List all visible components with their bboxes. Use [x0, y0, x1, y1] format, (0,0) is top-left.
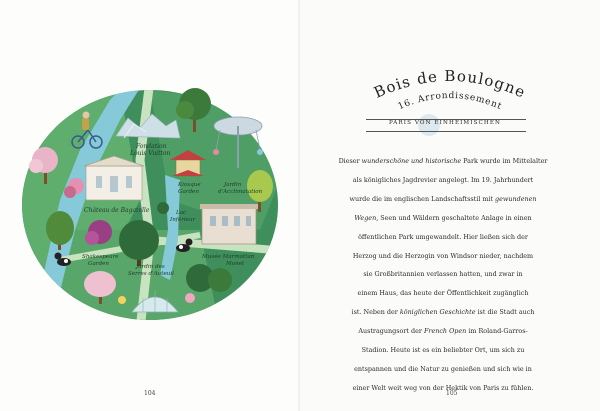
tree-icon	[157, 202, 169, 214]
body-text	[338, 152, 548, 398]
body-emphasis: Wegen	[354, 213, 377, 222]
body-text-segment: sie Großbritannien verlassen hatten, und zwar in	[363, 270, 523, 279]
title-line-2: 16. Arrondissement	[396, 90, 504, 112]
subtitle: PARIS VON EINHEIMISCHEN	[388, 120, 502, 126]
body-text-segment: einem Haus, das heute der Öffentlichkeit zugänglich	[357, 289, 529, 298]
body-line	[338, 247, 548, 266]
label-musee-marmottan: Musée Marmottan Monet	[202, 254, 255, 267]
body-line	[338, 190, 548, 209]
title-line-1: Bois de Boulogne	[371, 66, 529, 102]
body-text-segment: öffentlichen Park umgewandelt. Hier ließen sich der	[358, 232, 528, 241]
body-emphasis: wunderschöne und historische	[361, 157, 462, 165]
body-text-segment: Austragungsort der	[358, 327, 424, 336]
label-chateau-bagatelle: Château de Bagatelle	[84, 207, 150, 214]
body-text-segment: als königliches Jagdrevier angelegt. Im 19. Jahrhundert	[352, 175, 534, 184]
label-shakespeare-garden: Shakespeare Garden	[82, 254, 119, 267]
body-text-segment: ist. Neben der	[351, 308, 400, 317]
body-emphasis: königlichen Geschichte	[399, 308, 476, 317]
body-line	[338, 152, 548, 171]
body-text-segment: Stadion. Heute ist es ein beliebter Ort, um sich zu	[361, 346, 525, 355]
body-line	[338, 322, 548, 341]
body-text-segment: entspannen und die Natur zu genießen und sich wie in	[354, 364, 532, 373]
subtitle-rule-bottom	[366, 131, 526, 132]
label-fondation: Fondation Louis Vuitton	[130, 143, 171, 157]
page-number-left: 104	[144, 390, 156, 397]
musee-marmottan-monet-illustration	[200, 204, 258, 244]
body-line	[338, 379, 548, 398]
label-lac-inferieur: Lac Inférieur	[170, 210, 196, 223]
label-jardin-serres: Jardin des Serres d'Auteuil	[128, 264, 174, 277]
body-emphasis: gewundenen	[495, 194, 537, 203]
body-line	[338, 360, 548, 379]
body-line	[338, 228, 548, 247]
page-title	[350, 62, 550, 112]
body-emphasis: French Open	[423, 327, 467, 336]
body-line	[338, 209, 548, 228]
page-number-right: 105	[446, 390, 458, 397]
body-text-segment: , Seen und Wäldern geschaltete Anlage in einen	[376, 213, 532, 222]
body-text-segment: im Roland-Garros-	[466, 327, 528, 336]
park-path	[140, 80, 150, 330]
body-line	[338, 284, 548, 303]
body-text-segment: Park wurde im Mittelalter	[461, 157, 548, 165]
body-text-segment: ist die Stadt auch	[475, 308, 535, 317]
body-line	[338, 265, 548, 284]
body-line	[338, 303, 548, 322]
label-jardin-acclimatation: Jardin d'Acclimatation	[218, 182, 263, 195]
label-kiosque-garden: Kiosque Garden	[178, 182, 201, 195]
body-text-segment: einer Welt weit weg von der Hektik von Paris zu fühlen.	[352, 383, 534, 392]
body-text-segment: Dieser	[338, 157, 362, 165]
body-line	[338, 341, 548, 360]
body-line	[338, 171, 548, 190]
body-text-segment: wurde die im englischen Landschaftsstil mit	[349, 194, 496, 203]
body-text-segment: Herzog und die Herzogin von Windsor nieder, nachdem	[352, 251, 534, 260]
